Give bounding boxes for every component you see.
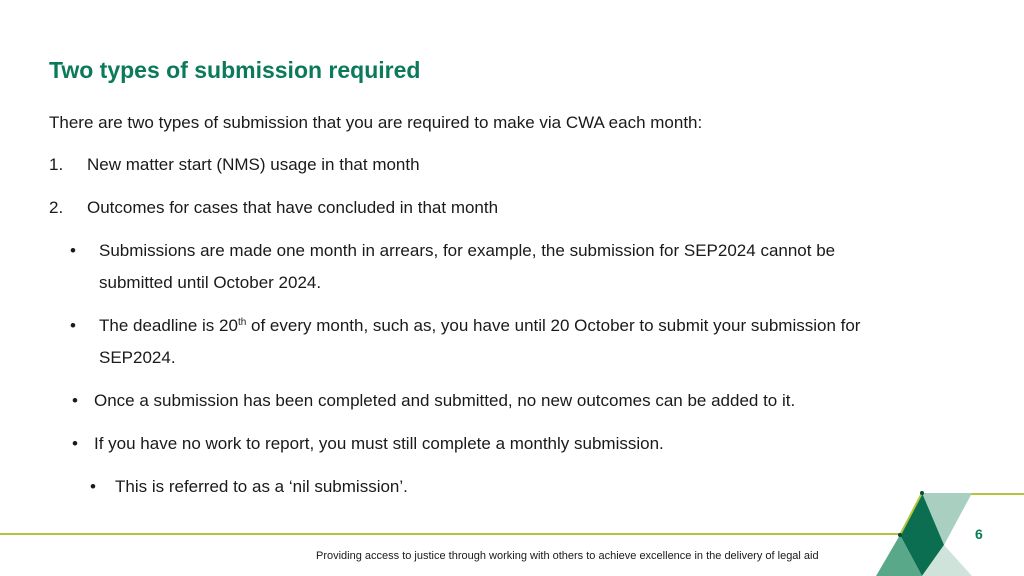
page-number: 6: [975, 526, 983, 542]
list-item-outcomes: Outcomes for cases that have concluded in that month: [87, 198, 499, 217]
bullet-arrears-line2: submitted until October 2024.: [99, 273, 322, 292]
footer-tagline: Providing access to justice through working with others to achieve excellence in the delivery of legal aid: [316, 550, 819, 562]
legal-aid-logo-icon: [874, 490, 974, 576]
list-item-nms-usage: New matter start (NMS) usage in that month: [87, 155, 420, 174]
bullet-icon: •: [70, 241, 76, 260]
logo-dot: [898, 533, 902, 537]
bullet-icon: •: [70, 316, 76, 335]
bullet-icon: •: [72, 434, 78, 453]
bullet-icon: •: [72, 391, 78, 410]
logo-dot: [920, 491, 924, 495]
bullet-arrears-line1: Submissions are made one month in arrears, for example, the submission for SEP2024 cannot be: [99, 241, 836, 260]
bullet-icon: •: [90, 477, 96, 496]
intro-text: There are two types of submission that you are required to make via CWA each month:: [49, 113, 703, 132]
footer-divider: [0, 533, 904, 535]
bullet-no-new-outcomes: Once a submission has been completed and submitted, no new outcomes can be added to it.: [94, 391, 796, 410]
list-number-1: 1.: [49, 155, 64, 174]
slide-title: Two types of submission required: [49, 57, 421, 83]
bullet-nil-submission: This is referred to as a ‘nil submission’.: [115, 477, 408, 496]
bullet-deadline-line2: SEP2024.: [99, 348, 176, 367]
bullet-monthly-submission: If you have no work to report, you must still complete a monthly submission.: [94, 434, 664, 453]
bullet-deadline-line1: The deadline is 20th of every month, such as, you have until 20 October to submit your submission for: [99, 316, 861, 335]
list-number-2: 2.: [49, 198, 64, 217]
